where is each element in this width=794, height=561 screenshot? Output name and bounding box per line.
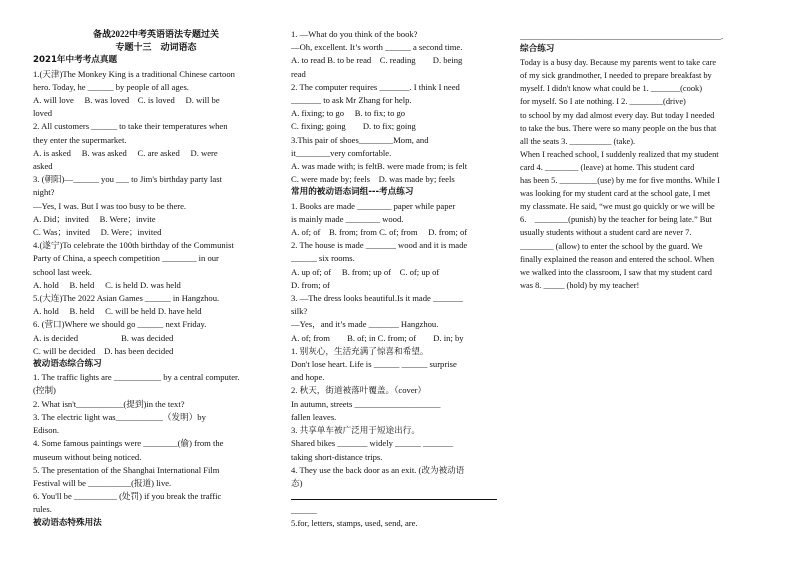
text-line: asked: [33, 161, 53, 172]
document-title: 备战2022中考英语语法专题过关: [92, 29, 219, 39]
left-column: [33, 28, 279, 530]
text-line: ______ six rooms.: [291, 253, 355, 264]
text-line: ________________________________________________.: [520, 32, 724, 41]
text-line: A. is decided B. was decided: [33, 332, 174, 343]
text-line: hero. Today, he ______ by people of all ages.: [33, 81, 189, 92]
text-line: A. up of; of B. from; up of C. of; up of: [291, 266, 440, 277]
text-line: A. to read B. to be read C. reading D. being: [291, 55, 463, 66]
text-line: _______ to ask Mr Zhang for help.: [291, 95, 412, 106]
text-line: museum without being noticed.: [33, 451, 142, 462]
text-line: C. were made by; feels D. was made by; feels: [291, 174, 455, 185]
text-line: was 8. _____ (hold) by my teacher!: [520, 280, 640, 290]
text-line: 1. —What do you think of the book?: [291, 29, 418, 39]
text-line: they enter the supermarket.: [33, 134, 127, 145]
text-line: 4. They use the back door as an exit. (改为被动语: [291, 464, 465, 475]
text-line: 4.(遂宁)To celebrate the 100th birthday of the Communist: [33, 240, 234, 251]
text-line: my classmate. He said, “we must go quickly or we will be: [520, 202, 715, 212]
text-line: A. of; of B. from; from C. of; from D. from; of: [291, 227, 468, 238]
text-line: C. Was；invited D. Were；invited: [33, 227, 162, 238]
text-line: 1. 别灰心，生活充满了惊喜和希望。: [291, 345, 429, 356]
text-line: When I reached school, I suddenly realized that my student: [520, 149, 719, 159]
text-line: loved: [33, 108, 53, 119]
text-line: of my sick grandmother, I needed to prepare breakfast by: [520, 71, 712, 81]
text-line: 2. 秋天，街道被落叶覆盖。（cover）: [291, 385, 427, 396]
text-line: 2. What isn't___________(提到)in the text?: [33, 398, 185, 409]
section-heading: 2021年中考考点真题: [33, 55, 118, 66]
text-line: Shared bikes _______ widely ______ _______: [291, 438, 454, 449]
text-line: Today is a busy day. Because my parents went to take care: [520, 58, 717, 68]
text-line: and hope.: [291, 372, 325, 383]
text-line: A. fixing; to go B. to fix; to go: [291, 108, 406, 119]
text-line: A. was made with; is feltB. were made from; is felt: [291, 161, 468, 172]
text-line: 6. ________(punish) by the teacher for being late.” But: [520, 215, 712, 225]
text-line: taking short-distance trips.: [291, 451, 383, 462]
text-line: 3. 共享单车被广泛用于短途出行。: [291, 425, 420, 436]
text-line: is mainly made ________ wood.: [291, 213, 404, 224]
text-line: 1. Books are made ________ paper while paper: [291, 200, 456, 211]
text-line: finally explained the reason and entered the school. When: [520, 254, 715, 264]
text-line: ______: [291, 505, 317, 516]
text-line: —Oh, excellent. It’s worth ______ a second time.: [291, 42, 463, 53]
text-line: night?: [33, 187, 55, 198]
text-line: 5.for, letters, stamps, used, send, are.: [291, 518, 418, 529]
text-line: 2. All customers ______ to take their temperatures when: [33, 121, 228, 132]
text-line: 5. The presentation of the Shanghai International Film: [33, 464, 220, 475]
text-line: Don't lose heart. Life is ______ ______ surprise: [291, 359, 457, 370]
text-line: ________ (allow) to enter the school by the guard. We: [520, 241, 703, 251]
text-line: 3. The electric light was___________（发明）by: [33, 411, 206, 422]
text-line: myself. I didn't know what could be 1. _______(cook): [520, 84, 703, 94]
section-heading: 被动语态特殊用法: [33, 517, 102, 528]
text-line: 5.(大连)The 2022 Asian Games ______ in Hangzhou.: [33, 293, 220, 304]
section-heading: 综合练习: [520, 44, 555, 55]
text-line: to take the bus. There were so many people on the bus that: [520, 123, 717, 133]
text-line: A. is asked B. was asked C. are asked D. were: [33, 147, 218, 158]
answer-line: [291, 490, 497, 500]
text-line: 1.(天津)The Monkey King is a traditional Chinese cartoon: [33, 68, 235, 79]
document-title: 专题十三 动词语态: [115, 42, 197, 53]
text-line: 6. You'll be __________ (处罚) if you break the traffic: [33, 491, 222, 502]
text-line: 3. —The dress looks beautiful.Is it made _______: [291, 293, 464, 304]
text-line: C. will be decided D. has been decided: [33, 345, 174, 356]
text-line: school last week.: [33, 266, 92, 277]
text-line: usually students without a student card are never 7.: [520, 228, 692, 238]
text-line: it________very comfortable.: [291, 147, 392, 158]
text-line: Edison.: [33, 425, 60, 436]
text-line: has been 5. _________(use) by me for five months. While I: [520, 176, 720, 186]
text-line: silk?: [291, 306, 308, 317]
section-heading: 被动语态综合练习: [33, 359, 102, 370]
text-line: In autumn, streets ____________________: [291, 398, 441, 409]
text-line: A. hold B. held C. is held D. was held: [33, 279, 181, 290]
text-line: —Yes，and it’s made _______ Hangzhou.: [291, 319, 439, 330]
text-line: 3.This pair of shoes________Mom, and: [291, 134, 429, 145]
text-line: A. will love B. was loved C. is loved D. will be: [33, 95, 220, 106]
text-line: A. of; from B. of; in C. from; of D. in; by: [291, 332, 464, 343]
text-line: card 4. ________ (leave) at home. This student card: [520, 162, 695, 172]
text-line: A. hold B. held C. will be held D. have held: [33, 306, 202, 317]
text-line: all the seats 3. __________ (take).: [520, 136, 636, 146]
text-line: 4. Some famous paintings were ________(偷) from the: [33, 438, 224, 449]
text-line: Festival will be __________(报道) live.: [33, 477, 172, 488]
text-line: was looking for my student card at the school gate, I met: [520, 189, 711, 199]
text-line: 3. (朝阳)—______ you ___ to Jim's birthday party last: [33, 174, 222, 185]
text-line: 6. (营口)Where we should go ______ next Friday.: [33, 319, 207, 330]
text-line: (控制): [33, 385, 56, 396]
text-line: for myself. So I ate nothing. I 2. ________(drive): [520, 97, 686, 107]
text-line: 2. The house is made _______ wood and it is made: [291, 240, 468, 251]
text-line: D. from; of: [291, 279, 330, 290]
middle-column: [291, 28, 497, 531]
right-column: [520, 30, 760, 292]
text-line: 1. The traffic lights are ___________ by a central computer.: [33, 372, 240, 383]
text-line: 态): [291, 477, 303, 488]
text-line: —Yes, I was. But I was too busy to be there.: [33, 200, 187, 211]
text-line: A. Did；invited B. Were；invite: [33, 213, 156, 224]
text-line: 2. The computer requires _______. I think I need: [291, 81, 460, 92]
text-line: we walked into the classroom, I saw that my student card: [520, 267, 712, 277]
text-line: Party of China, a speech competition ________ in our: [33, 253, 219, 264]
text-line: rules.: [33, 504, 52, 515]
section-heading: 常用的被动语态词组---考点练习: [291, 187, 414, 198]
text-line: read: [291, 68, 306, 79]
text-line: to school by my dad almost every day. But today I needed: [520, 110, 715, 120]
text-line: C. fixing; going D. to fix; going: [291, 121, 416, 132]
text-line: fallen leaves.: [291, 411, 337, 422]
